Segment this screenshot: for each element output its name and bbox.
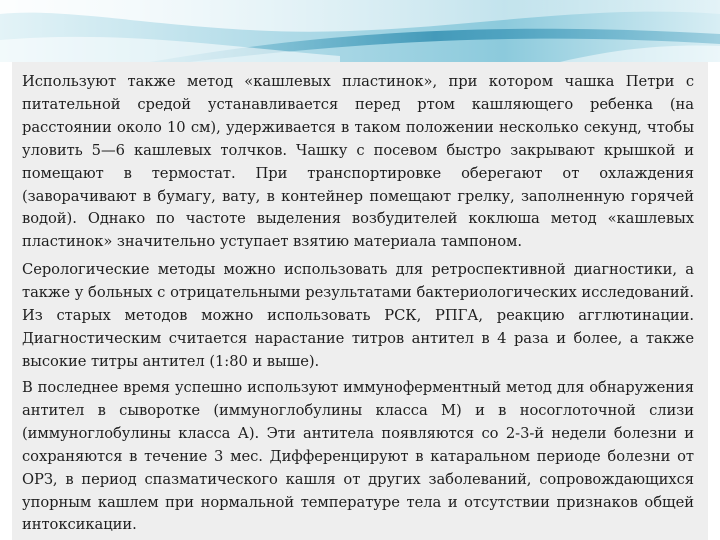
decorative-wave-banner: [0, 0, 720, 62]
paragraph-serology: Серологические методы можно использовать для ретроспективной диагностики, а также у больных с отрицательными результатами бактериологических исследований. Из старых методов можно использовать РСК, РПГА, реакцию агглютинации. Диагностическим считается нарастание титров антител в 4 раза и более, а также высокие титры антител (1:80 и выше).: [22, 261, 694, 370]
paragraph-immunoassay: В последнее время успешно используют иммуноферментный метод для обнаружения антител в сыворотке (иммуноглобулины класса М) и в носоглоточной слизи (иммуноглобулины класса А). Эти антитела появляются со 2-3-й недели болезни и сохраняются в течение 3 мес. Дифференцируют в катаральном периоде болезни от ОРЗ, в период спазматического кашля от других заболеваний, сопровождающихся упорным кашлем при нормальной температуре тела и отсутствии признаков общей интоксикации.: [22, 379, 694, 534]
paragraph-cough-plates: Используют также метод «кашлевых пластинок», при котором чашка Петри с питательной средой устанавливается перед ртом кашляющего ребенка (на расстоянии около 10 см), удерживается в таком положении несколько секунд, чтобы уловить 5—6 кашлевых толчков. Чашку с посевом быстро закрывают крышкой и помещают в термостат. При транспортировке оберегают от охлаждения (заворачивают в бумагу, вату, в контейнер помещают грелку, заполненную горячей водой). Однако по частоте выделения возбудителей коклюша метод «кашлевых пластинок» значительно уступает взятию материала тампоном.: [22, 73, 694, 251]
